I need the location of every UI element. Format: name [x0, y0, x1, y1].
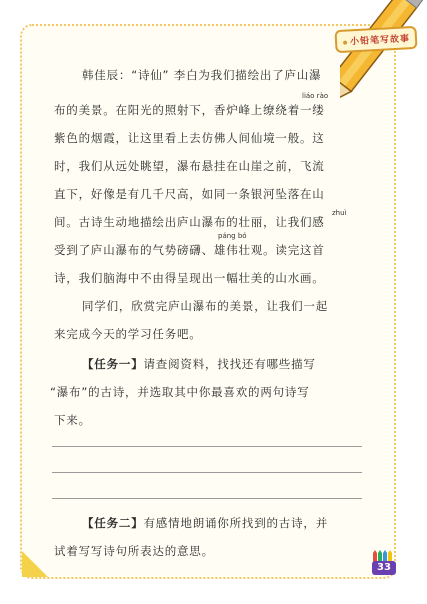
- text-line: 受到了庐山瀑布的气势磅礴、雄伟壮观。读完这首: [54, 243, 325, 257]
- page-number: 33: [372, 561, 396, 575]
- text-line: 同学们，欣赏完庐山瀑布的美景，让我们一起: [82, 299, 328, 313]
- answer-line[interactable]: [52, 446, 362, 447]
- badge-dot-icon: [343, 40, 347, 44]
- task-2-text: 有感情地朗诵你所找到的古诗，并: [143, 516, 328, 530]
- text-line: 韩佳辰：“诗仙” 李白为我们描绘出了庐山瀑: [82, 68, 322, 82]
- pencil-icon: [340, 0, 427, 130]
- pinyin-zhui: zhuì: [332, 209, 347, 217]
- text-line: 试着写写诗句所表达的意思。: [54, 544, 214, 558]
- text-line: [82, 356, 316, 372]
- text-line: 直下，好像是有几千尺高，如同一条银河坠落在山: [54, 187, 325, 201]
- series-badge: [334, 26, 417, 53]
- task-1-title: 【任务一】: [82, 357, 144, 371]
- text-line: 紫色的烟霞，让这里看上去仿佛人间仙境一般。这: [54, 131, 325, 145]
- text-line: 间。古诗生动地描绘出庐山瀑布的壮丽，让我们感: [54, 215, 325, 229]
- corner-decoration: [22, 551, 48, 577]
- page-number-badge: [372, 550, 396, 576]
- pinyin-liaorao: liáo rào: [302, 92, 329, 100]
- text-line: “瀑布”的古诗，并选取其中你最喜欢的两句诗写: [50, 385, 310, 399]
- text-line: 布的美景。在阳光的照射下，香炉峰上缭绕着一缕: [54, 103, 325, 117]
- text-line: 诗，我们脑海中不由得呈现出一幅壮美的山水画。: [54, 271, 325, 285]
- text-line: 下来。: [54, 413, 91, 427]
- text-line: 时，我们从远处眺望，瀑布悬挂在山崖之前，飞流: [54, 159, 325, 173]
- answer-line[interactable]: [52, 472, 362, 473]
- text-line: 来完成今天的学习任务吧。: [54, 327, 202, 341]
- badge-text: 小铅笔写故事: [349, 34, 411, 48]
- answer-line[interactable]: [52, 498, 362, 499]
- text-line: [82, 515, 328, 531]
- task-2-title: 【任务二】: [82, 516, 144, 530]
- pinyin-pangbo: páng bó: [218, 232, 247, 240]
- task-1-text: 请查阅资料，找找还有哪些描写: [143, 357, 316, 371]
